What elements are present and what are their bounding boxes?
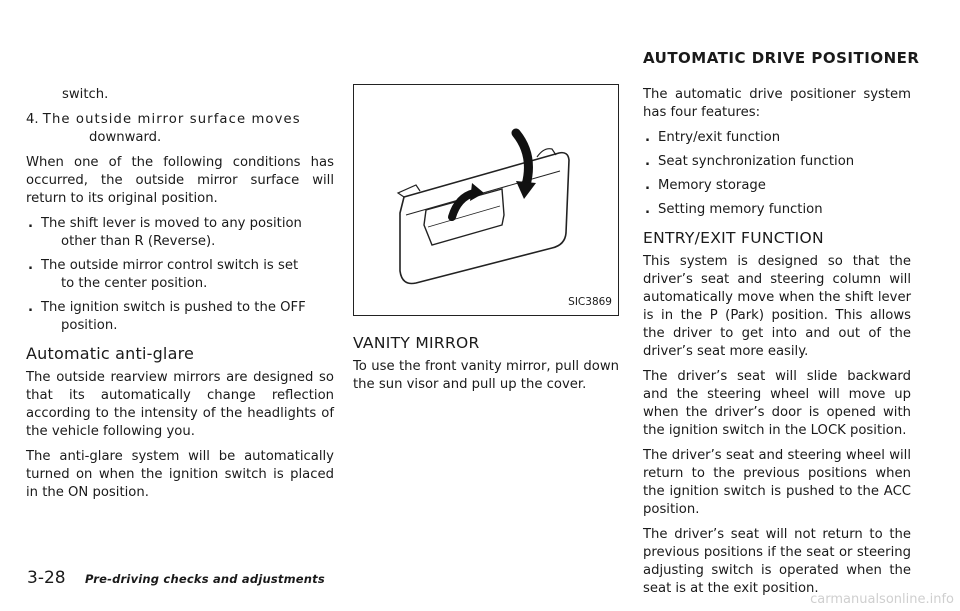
step-4-text-b: downward. bbox=[89, 130, 162, 145]
list-item-text: Memory storage bbox=[658, 178, 766, 193]
list-item-text-cont: position. bbox=[61, 318, 118, 333]
bullet-icon: . bbox=[645, 202, 651, 217]
conditions-list bbox=[26, 215, 334, 335]
list-item-text: Seat synchronization function bbox=[658, 154, 855, 169]
vanity-mirror-para: To use the front vanity mirror, pull down the sun visor and pull up the cover. bbox=[353, 359, 619, 392]
column-right bbox=[643, 86, 911, 605]
anti-glare-para-2: The anti-glare system will be automatically turned on when the ignition switch is placed in the ON position. bbox=[26, 449, 334, 500]
heading-vanity-mirror: VANITY MIRROR bbox=[353, 334, 480, 352]
features-intro: The automatic drive positioner system has four features: bbox=[643, 87, 911, 120]
list-item-text: Setting memory function bbox=[658, 202, 823, 217]
list-item bbox=[26, 299, 334, 335]
page-number: 3-28 bbox=[27, 568, 66, 588]
watermark: carmanualsonline.info bbox=[810, 592, 954, 607]
column-middle bbox=[353, 84, 619, 401]
figure-code: SIC3869 bbox=[568, 296, 612, 308]
entry-exit-para-2: The driver’s seat will slide backward and the steering wheel will move up when the driver’s door is opened with the ignition switch in the LOCK position. bbox=[643, 369, 911, 438]
bullet-icon: . bbox=[645, 154, 651, 169]
list-item bbox=[643, 129, 911, 147]
heading-anti-glare: Automatic anti-glare bbox=[26, 344, 195, 363]
features-list bbox=[643, 129, 911, 219]
bullet-icon: . bbox=[28, 216, 34, 231]
continued-text: switch. bbox=[62, 87, 109, 102]
list-item-text-cont: other than R (Reverse). bbox=[61, 234, 216, 249]
heading-entry-exit: ENTRY/EXIT FUNCTION bbox=[643, 229, 824, 247]
chapter-title: Pre-driving checks and adjustments bbox=[85, 572, 325, 586]
bullet-icon: . bbox=[28, 300, 34, 315]
list-item-text: The ignition switch is pushed to the OFF bbox=[41, 300, 306, 315]
list-item bbox=[26, 215, 334, 251]
list-item bbox=[643, 153, 911, 171]
list-item bbox=[643, 177, 911, 195]
sun-visor-figure bbox=[353, 84, 619, 316]
step-4 bbox=[26, 111, 334, 147]
list-item-text: Entry/exit function bbox=[658, 130, 781, 145]
list-item bbox=[26, 257, 334, 293]
list-item-text-cont: to the center position. bbox=[61, 276, 208, 291]
section-title: AUTOMATIC DRIVE POSITIONER bbox=[643, 49, 920, 67]
conditions-intro: When one of the following conditions has occurred, the outside mirror surface will return to its original position. bbox=[26, 155, 334, 206]
entry-exit-para-4: The driver’s seat will not return to the previous positions if the seat or steering adjusting switch is operated when the seat is at the exit position. bbox=[643, 527, 911, 596]
step-4-text-a: The outside mirror surface moves bbox=[42, 112, 301, 127]
entry-exit-para-3: The driver’s seat and steering wheel will return to the previous positions when the ignition switch is pushed to the ACC position. bbox=[643, 448, 911, 517]
entry-exit-para-1: This system is designed so that the driver’s seat and steering column will automatically move when the shift lever is in the P (Park) position. This allows the driver to get into and out of the driver’s seat more easily. bbox=[643, 254, 911, 359]
list-item-text: The outside mirror control switch is set bbox=[41, 258, 299, 273]
column-left bbox=[26, 86, 334, 509]
list-item bbox=[643, 201, 911, 219]
list-item-text: The shift lever is moved to any position bbox=[41, 216, 302, 231]
bullet-icon: . bbox=[645, 178, 651, 193]
step-4-number: 4. bbox=[26, 112, 39, 127]
sun-visor-illustration bbox=[354, 85, 618, 315]
anti-glare-para-1: The outside rearview mirrors are designed so that its automatically change reflection according to the intensity of the headlights of the vehicle following you. bbox=[26, 370, 334, 439]
bullet-icon: . bbox=[645, 130, 651, 145]
bullet-icon: . bbox=[28, 258, 34, 273]
